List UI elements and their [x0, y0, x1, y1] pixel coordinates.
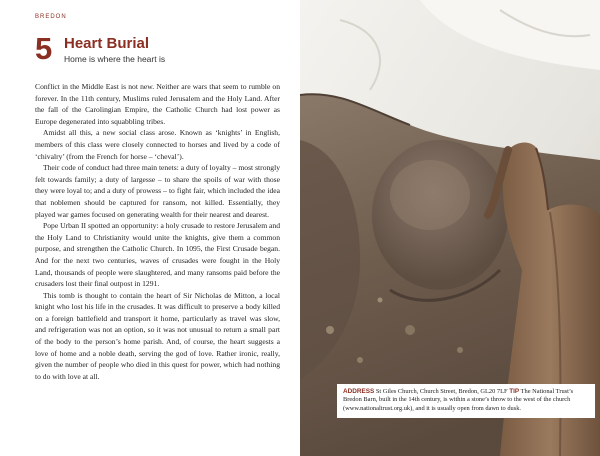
chapter-title: Heart Burial [64, 35, 150, 52]
paragraph: This tomb is thought to contain the heart of Sir Nicholas de Mitton, a local knight who lost his life in the crusades. It was difficult to preserve a body killed on a foreign battlefield and transport it home, particularly as travel was slow, and refrigeration was not an option, so it was not unusual to return a small part of the body to the person’s home parish. And, of course, the heart suggests a love of home and a noble death, serving the god of love. Rather ironic, really, given the number of people who died in this quest for power, which had nothing to do with love at all. [35, 290, 280, 381]
tip-label: TIP [509, 388, 520, 395]
caption-text [343, 388, 589, 413]
chapter-heading [35, 31, 280, 66]
paragraph: Their code of conduct had three main tenets: a duty of loyalty – most strongly felt towards family; a duty of largesse – to share the spoils of war with those they were loyal to; and a duty of prowess – to fight fair, which included the idea that noblemen should be captured for ransom, not killed. Essentially, they played war games focused on generating wealth for their nearest and dearest. [35, 163, 280, 219]
body-text [35, 81, 280, 382]
address-text: St Giles Church, Church Street, Bredon, GL20 7LF [375, 388, 508, 395]
chapter-subtitle: Home is where the heart is [64, 54, 166, 64]
paragraph: Conflict in the Middle East is not new. Neither are wars that seem to rumble on forever. In the 11th century, Muslims ruled Jerusalem and the Holy Land. After the fall of the Carolingian Empire, the Catholic Church had lost power as Europe degenerated into squabbling tribes. [35, 82, 280, 126]
photo-page [300, 0, 600, 456]
tip-text: The National Trust’s Bredon Barn, built in the 14th century, is within a stone’s throw to the west of the church (www.nationaltrust.org.uk), and it is usually open from dawn to dusk. [343, 388, 574, 412]
running-head: BREDON [35, 14, 67, 20]
paragraph: Amidst all this, a new social class arose. Known as ‘knights’ in English, members of this class were closely connected to horses and lived by a code of ‘chivalry’ (from the French for horse – ‘cheval’). [35, 128, 280, 161]
paragraph: Pope Urban II spotted an opportunity: a holy crusade to restore Jerusalem and the Holy Land to Christianity would unite the knights, give them a common purpose, and strengthen the Catholic Church. In 1095, the First Crusade began. And for the next two centuries, waves of crusades were fought in the Holy Land, thousands of people were slaughtered, and many ransoms paid before the crusaders lost their final outpost in 1291. [35, 221, 280, 289]
chapter-title-block [64, 34, 165, 64]
caption-box [337, 384, 595, 418]
chapter-number: 5 [35, 31, 53, 66]
address-label: ADDRESS [343, 388, 375, 395]
